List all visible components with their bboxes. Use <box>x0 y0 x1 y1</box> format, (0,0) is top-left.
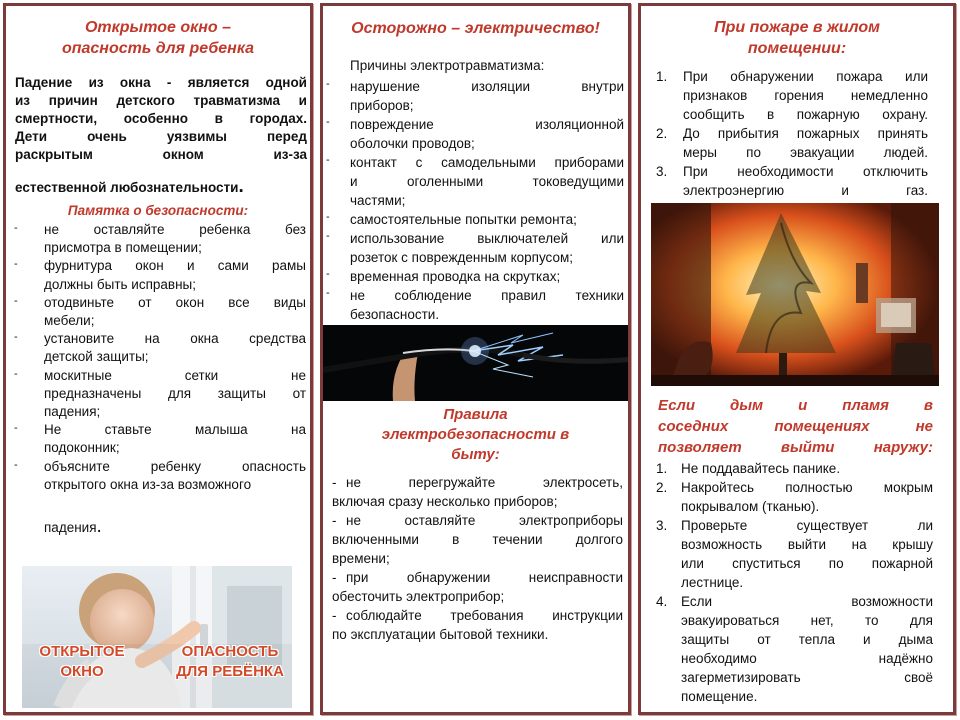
memo-title: Памятка о безопасности: <box>67 203 249 218</box>
memo-line: должны быть исправны; <box>44 276 197 292</box>
rule-dash: - <box>332 608 337 623</box>
memo-line: мебели; <box>44 313 95 329</box>
rule-text: времени; <box>332 551 390 566</box>
rule-dash: - <box>332 513 337 528</box>
smoke-title-line: Если дым и пламя в <box>658 397 933 414</box>
cause-item <box>320 229 624 267</box>
smoke-title <box>658 395 933 458</box>
rule-line <box>332 568 623 587</box>
photo-caption-left: ОТКРЫТОЕ ОКНО <box>39 643 125 680</box>
rule-item <box>332 473 623 511</box>
numbered-step <box>656 67 928 124</box>
child-window-illustration <box>22 566 292 708</box>
memo-line: - установите на окна средства <box>44 331 306 347</box>
smoke-steps-list <box>656 459 933 706</box>
cause-line: - контакт с самодельными приборами <box>350 155 624 170</box>
memo-item <box>6 330 306 366</box>
rule-text: не оставляйте электроприборы <box>346 513 623 528</box>
panel-fire <box>638 3 956 715</box>
step-line: При обнаружении пожара или <box>683 69 928 84</box>
intro-line: Дети очень уязвимы перед <box>15 129 307 144</box>
smoke-title-line: соседних помещениях не <box>658 418 933 435</box>
intro-line: из причин детского травматизма и <box>15 93 307 108</box>
cause-item <box>320 267 624 286</box>
rule-item <box>332 606 623 644</box>
cause-line: частями; <box>350 193 406 208</box>
cause-item <box>320 115 624 153</box>
step-line: Накройтесь полностью мокрым <box>681 480 933 495</box>
rule-item <box>332 568 623 606</box>
rule-line <box>332 511 623 530</box>
step-line: При необходимости отключить <box>683 164 928 179</box>
memo-last-line: падения. <box>44 516 102 537</box>
memo-item <box>6 421 306 457</box>
memo-item <box>6 221 306 257</box>
rule-dash: - <box>332 570 337 585</box>
cause-item <box>320 286 624 324</box>
step-number: 2. <box>656 480 668 495</box>
cause-line: оболочки проводов; <box>350 136 475 151</box>
memo-item <box>6 367 306 422</box>
rules-list <box>332 473 623 644</box>
step-line: Если возможности <box>681 594 933 609</box>
rules-title: Правила электробезопасности в быту: <box>381 406 570 463</box>
smoke-title-line: позволяет выйти наружу: <box>658 439 933 456</box>
window-danger-title: Открытое окно – опасность для ребенка <box>61 19 255 57</box>
step-line: эвакуироваться нет, то для <box>681 613 933 628</box>
cause-line: - нарушение изоляции внутри <box>350 79 624 94</box>
memo-line: открытого окна из-за возможного <box>44 476 252 492</box>
step-number: 4. <box>656 594 668 609</box>
rule-text: включая сразу несколько приборов; <box>332 494 558 509</box>
rule-text: обесточить электроприбор; <box>332 589 505 604</box>
rule-line <box>332 606 623 625</box>
burning-tree-photo <box>651 203 939 386</box>
step-number: 3. <box>656 164 668 179</box>
step-line: признаков горения немедленно <box>683 88 928 103</box>
cause-line: - повреждение изоляционной <box>350 117 624 132</box>
memo-line: падения; <box>44 404 101 420</box>
panel-electricity <box>320 3 631 715</box>
memo-line: - Не ставьте малыша на <box>44 422 306 438</box>
step-line: сообщить в пожарную охрану. <box>683 107 928 122</box>
step-number: 3. <box>656 518 668 533</box>
step-line: необходимо надёжно <box>681 651 933 666</box>
memo-line: - не оставляйте ребенка без <box>44 222 306 237</box>
rule-line <box>332 530 623 549</box>
cause-line: и оголенными токоведущими <box>350 174 624 189</box>
memo-item <box>6 294 306 330</box>
intro-line: Падение из окна - является одной <box>15 75 307 90</box>
cause-item <box>320 77 624 115</box>
cause-line: приборов; <box>350 98 414 113</box>
rule-line <box>332 492 623 511</box>
rule-text: соблюдайте требования инструкции <box>346 608 623 623</box>
causes-title: Причины электротравматизма: <box>350 58 545 73</box>
step-line: покрывалом (тканью). <box>681 499 820 514</box>
child-window-photo <box>22 566 292 708</box>
numbered-step <box>656 592 933 706</box>
step-line: защиты от тепла и дыма <box>681 632 933 647</box>
memo-line: детской защиты; <box>44 349 149 365</box>
rule-dash: - <box>332 475 337 490</box>
numbered-step <box>656 459 933 478</box>
step-line: Не поддавайтесь панике. <box>681 461 841 476</box>
fire-steps-list <box>656 67 928 200</box>
burning-tree-illustration <box>651 203 939 386</box>
rule-item <box>332 511 623 568</box>
step-number: 1. <box>656 461 668 476</box>
cause-line: - самостоятельные попытки ремонта; <box>350 212 577 227</box>
intro-last-line: естественной любознательности. <box>15 176 244 197</box>
cause-line: безопасности. <box>350 307 440 322</box>
electric-spark-illustration <box>323 325 631 401</box>
memo-line: - отодвиньте от окон все виды <box>44 294 306 310</box>
memo-line: присмотра в помещении; <box>44 240 202 256</box>
rule-line <box>332 549 623 568</box>
cause-item <box>320 210 624 229</box>
step-line: или спуститься по пожарной <box>681 556 933 571</box>
memo-line: предназначены для защиты от <box>44 385 306 401</box>
memo-line: - объясните ребенку опасность <box>44 458 306 474</box>
fire-title: При пожаре в жилом помещении: <box>714 19 880 57</box>
step-line: До прибытия пожарных принять <box>683 126 928 141</box>
memo-list <box>6 221 306 494</box>
step-line: возможность выйти на крышу <box>681 537 933 552</box>
intro-line: смертности, особенно в городах. <box>15 111 307 126</box>
step-line: меры по эвакуации людей. <box>683 145 928 160</box>
memo-line: - фурнитура окон и сами рамы <box>44 258 306 274</box>
intro-text <box>15 74 307 164</box>
rule-line <box>332 625 623 644</box>
electric-wire-photo <box>323 325 631 401</box>
step-line: загерметизировать своё <box>681 670 933 685</box>
step-number: 1. <box>656 69 668 84</box>
cause-line: розеток с поврежденным корпусом; <box>350 250 574 265</box>
cause-line: - использование выключателей или <box>350 231 624 246</box>
numbered-step <box>656 478 933 516</box>
rule-text: включенными в течении долгого <box>332 532 623 547</box>
memo-item <box>6 458 306 494</box>
panel-window-danger <box>3 3 313 715</box>
causes-list <box>320 77 624 324</box>
cause-line: - не соблюдение правил техники <box>350 288 624 303</box>
memo-line: - москитные сетки не <box>44 367 306 383</box>
rule-line <box>332 473 623 492</box>
cause-line: - временная проводка на скрутках; <box>350 269 561 284</box>
photo-caption-right: ОПАСНОСТЬ ДЛЯ РЕБЁНКА <box>176 643 284 680</box>
memo-line: подоконник; <box>44 440 120 456</box>
rule-line <box>332 587 623 606</box>
numbered-step <box>656 516 933 592</box>
step-line: помещение. <box>681 689 758 704</box>
step-line: Проверьте существует ли <box>681 518 933 533</box>
step-number: 2. <box>656 126 668 141</box>
memo-item <box>6 257 306 293</box>
numbered-step <box>656 124 928 162</box>
rule-text: при обнаружении неисправности <box>346 570 623 585</box>
numbered-step <box>656 162 928 200</box>
rule-text: не перегружайте электросеть, <box>346 475 623 490</box>
cause-item <box>320 153 624 210</box>
intro-line: раскрытым окном из-за <box>15 147 307 162</box>
step-line: электроэнергию и газ. <box>683 183 928 198</box>
step-line: лестнице. <box>681 575 744 590</box>
rule-text: по эксплуатации бытовой техники. <box>332 627 549 642</box>
electricity-title: Осторожно – электричество! <box>351 20 600 37</box>
